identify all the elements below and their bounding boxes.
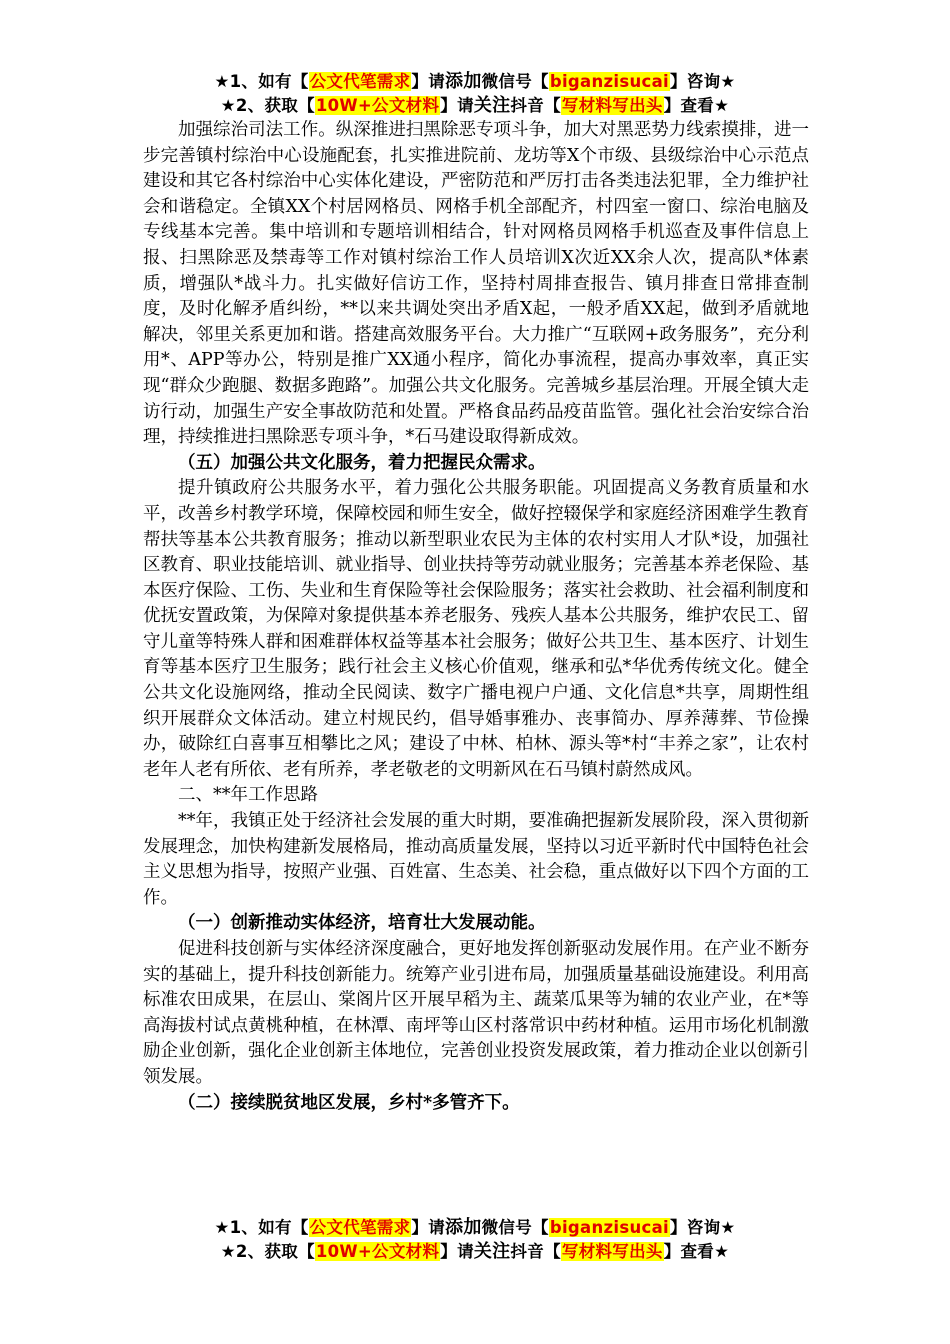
banner-emphasis: 添加 — [445, 1217, 482, 1238]
section-heading-5: （五）加强公共文化服务，着力把握民众需求。 — [178, 452, 546, 473]
section-heading-1: （一）创新推动实体经济，培育壮大发展动能。 — [178, 913, 546, 934]
banner-text: 2、获取【 — [235, 96, 315, 115]
star-icon: ★ — [220, 1242, 236, 1261]
highlight-text: 公文代笔需求 — [309, 72, 411, 91]
highlight-text: 10W+公文材料 — [315, 96, 440, 115]
banner-line-2 — [0, 94, 950, 118]
paragraph-work-plan-intro: **年，我镇正处于经济社会发展的重大时期，要准确把握新发展阶段，深入贯彻新发展理念，加快构建新发展格局，推动高质量发展，坚持以习近平新时代中国特色社会主义思想为指导，按照产业强、百姓富、生态美、社会稳，重点做好以下四个方面的工作。 — [143, 811, 809, 908]
paragraph-innovation: 促进科技创新与实体经济深度融合，更好地发挥创新驱动发展作用。在产业不断夯实的基础上，提升科技创新能力。统筹产业引进布局，加强质量基础设施建设。利用高标准农田成果，在层山、棠阁片区开展早稻为主、蔬菜瓜果等为辅的农业产业，在*等高海拔村试点黄桃种植，在林潭、南坪等山区村落常识中药材种植。运用市场化机制激励企业创新，强化企业创新主体地位，完善创业投资发展政策，着力推动企业以创新引领发展。 — [143, 939, 809, 1087]
star-icon: ★ — [214, 72, 230, 91]
banner-text: 微信号【 — [481, 72, 549, 91]
banner-text: 抖音【 — [510, 96, 561, 115]
banner-text: 1、如有【 — [229, 72, 309, 91]
highlight-wechat-id: biganzisucai — [549, 1218, 669, 1237]
highlight-wechat-id: biganzisucai — [549, 72, 669, 91]
document-body — [143, 118, 809, 1116]
banner-text: 】咨询★ — [669, 72, 736, 91]
footer-ad-banner — [0, 1216, 950, 1264]
banner-line-1 — [0, 1216, 950, 1240]
star-icon: ★ — [220, 96, 236, 115]
banner-line-2 — [0, 1240, 950, 1264]
section-heading-work-plan: 二、**年工作思路 — [178, 785, 318, 806]
banner-text: 抖音【 — [510, 1242, 561, 1261]
highlight-text: 10W+公文材料 — [315, 1242, 440, 1261]
highlight-text: 公文代笔需求 — [309, 1218, 411, 1237]
banner-text: 微信号【 — [481, 1218, 549, 1237]
banner-emphasis: 关注 — [473, 95, 511, 116]
banner-emphasis: 添加 — [445, 71, 482, 92]
section-heading-2: （二）接续脱贫地区发展，乡村*多管齐下。 — [178, 1092, 520, 1113]
highlight-douyin-id: 写材料写出头 — [561, 96, 663, 115]
banner-text: 】请 — [440, 1242, 474, 1261]
star-icon: ★ — [214, 1218, 230, 1237]
banner-text: 】请 — [411, 72, 446, 91]
paragraph-judicial-work: 加强综治司法工作。纵深推进扫黑除恶专项斗争，加大对黑恶势力线索摸排，进一步完善镇村综治中心设施配套，扎实推进院前、龙坊等X个市级、县级综治中心示范点建设和其它各村综治中心实体化建设，严密防范和严厉打击各类违法犯罪，全力维护社会和谐稳定。全镇XX个村居网格员、网格手机全部配齐，村四室一窗口、综治电脑及专线基本完善。集中培训和专题培训相结合，针对网格员网格手机巡查及事件信息上报、扫黑除恶及禁毒等工作对镇村综治工作人员培训X次近XX余人次，提高队*体素质，增强队*战斗力。扎实做好信访工作，坚持村周排查报告、镇月排查日常排查制度，及时化解矛盾纠纷，**以来共调处突出矛盾X起，一般矛盾XX起，做到矛盾就地解决，邻里关系更加和谐。搭建高效服务平台。大力推广“互联网+政务服务”，充分利用*、APP等办公，特别是推广XX通小程序，简化办事流程，提高办事效率，真正实现“群众少跑腿、数据多跑路”。加强公共文化服务。完善城乡基层治理。开展全镇大走访行动，加强生产安全事故防范和处置。严格食品药品疫苗监管。强化社会治安综合治理，持续推进扫黑除恶专项斗争，*石马建设取得新成效。 — [143, 120, 809, 448]
header-ad-banner — [0, 70, 950, 118]
banner-text: 】查看★ — [663, 96, 730, 115]
banner-text: 】请 — [411, 1218, 446, 1237]
banner-text: 】查看★ — [663, 1242, 730, 1261]
banner-line-1 — [0, 70, 950, 94]
banner-text: 1、如有【 — [229, 1218, 309, 1237]
paragraph-public-services: 提升镇政府公共服务水平，着力强化公共服务职能。巩固提高义务教育质量和水平，改善乡村教学环境，保障校园和师生安全，做好控辍保学和家庭经济困难学生教育帮扶等基本公共教育服务；推动以新型职业农民为主体的农村实用人才队*设，加强社区教育、职业技能培训、就业指导、创业扶持等劳动就业服务；完善基本养老保险、基本医疗保险、工伤、失业和生育保险等社会保险服务；落实社会救助、社会福利制度和优抚安置政策，为保障对象提供基本养老服务、残疾人基本公共服务，维护农民工、留守儿童等特殊人群和困难群体权益等基本社会服务；做好公共卫生、基本医疗、计划生育等基本医疗卫生服务；践行社会主义核心价值观，继承和弘*华优秀传统文化。健全公共文化设施网络，推动全民阅读、数字广播电视户户通、文化信息*共享，周期性组织开展群众文体活动。建立村规民约，倡导婚事雅办、丧事简办、厚养薄葬、节俭操办，破除红白喜事互相攀比之风；建设了中林、柏林、源头等*村“丰养之家”，让农村老年人老有所依、老有所养，孝老敬老的文明新风在石马镇村蔚然成风。 — [143, 478, 809, 780]
banner-text: 】请 — [440, 96, 474, 115]
banner-text: 2、获取【 — [235, 1242, 315, 1261]
banner-emphasis: 关注 — [473, 1241, 511, 1262]
highlight-douyin-id: 写材料写出头 — [561, 1242, 663, 1261]
banner-text: 】咨询★ — [669, 1218, 736, 1237]
